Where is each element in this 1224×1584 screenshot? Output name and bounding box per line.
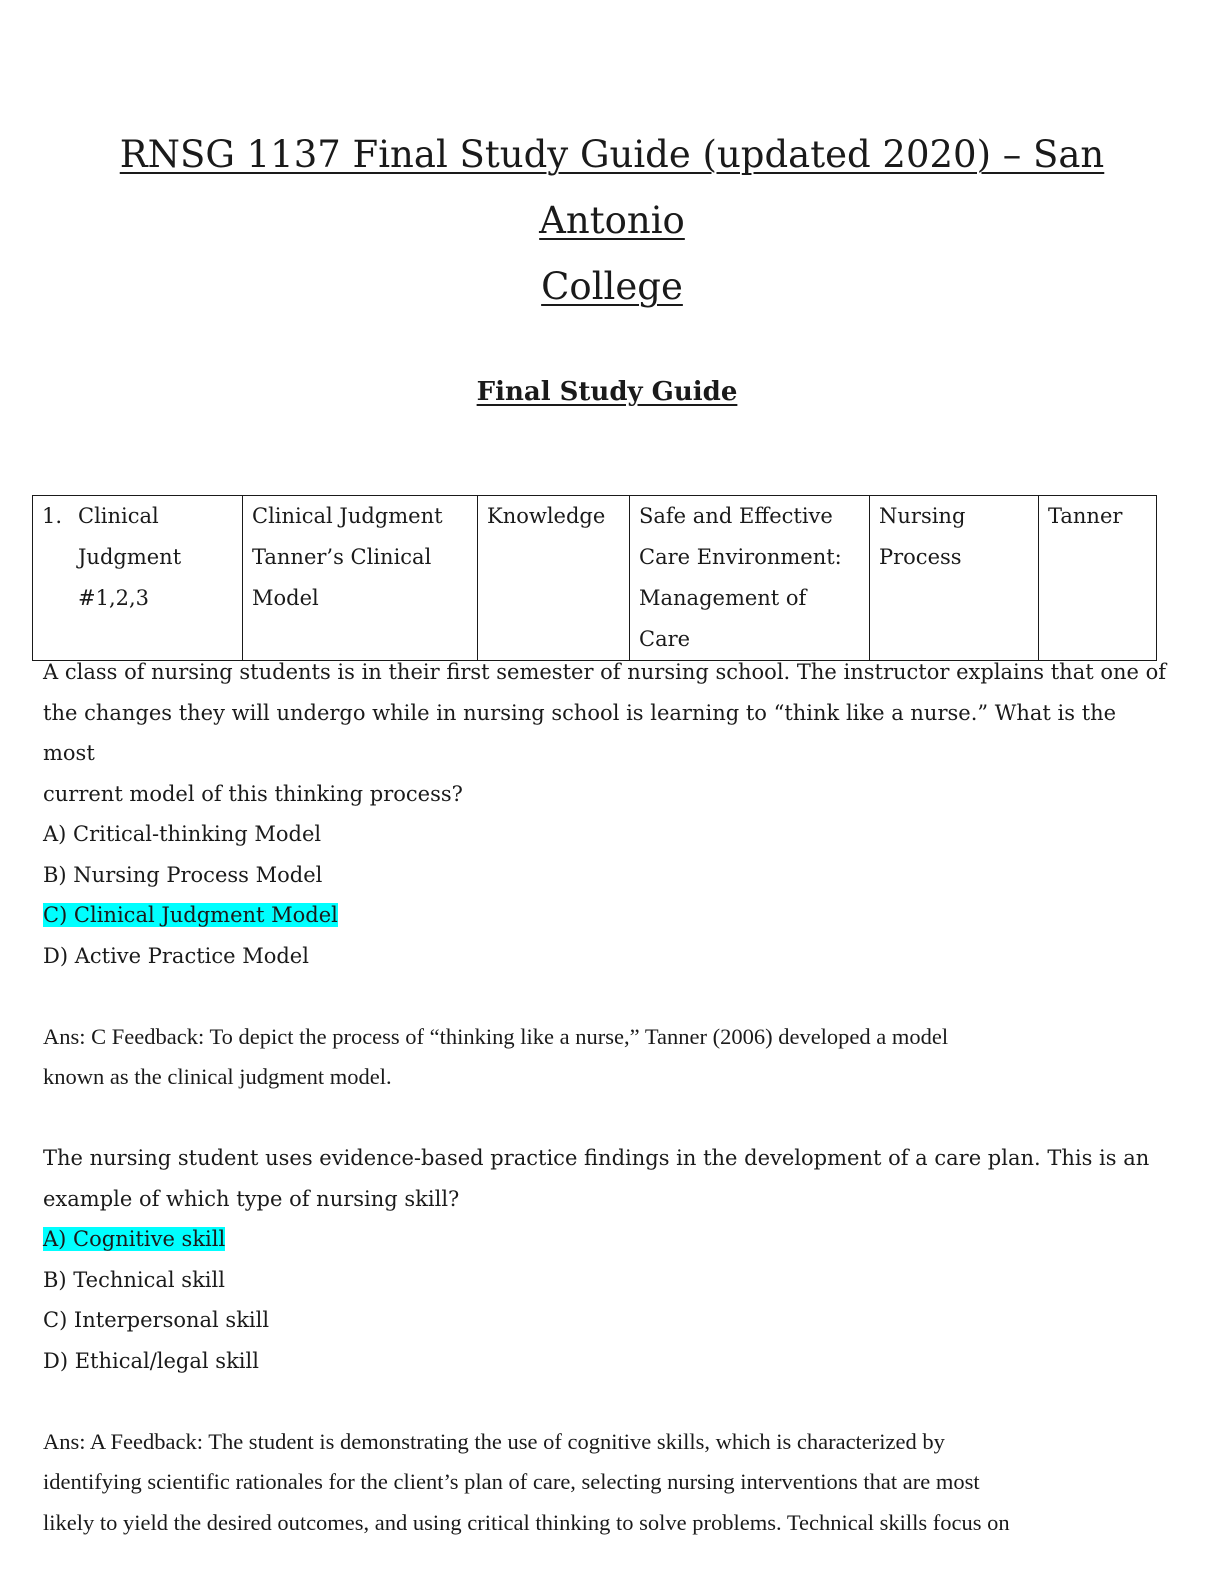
level-text: Knowledge [487, 504, 606, 528]
section-heading: Final Study Guide [476, 377, 738, 407]
client-need-cell [630, 496, 870, 661]
concept-line: Model [252, 586, 319, 610]
integrated-process-line: Nursing [879, 504, 966, 528]
integrated-process-line: Process [879, 545, 962, 569]
highlighted-option-text: C) Clinical Judgment Model [43, 903, 338, 927]
reference-cell [1039, 496, 1157, 661]
option-text: A) Critical-thinking Model [43, 822, 322, 846]
answer-feedback-line: Ans: A Feedback: The student is demonstrating the use of cognitive skills, which is characterized by [43, 1428, 945, 1454]
questions-body [43, 652, 1167, 1543]
topic-line: #1,2,3 [78, 586, 150, 610]
question-stem-line: The nursing student uses evidence-based practice findings in the development of a care plan. This is an [43, 1146, 1150, 1170]
reference-text: Tanner [1048, 504, 1123, 528]
highlighted-option-text: A) Cognitive skill [43, 1227, 226, 1251]
answer-feedback-line: identifying scientific rationales for the client’s plan of care, selecting nursing interventions that are most [43, 1469, 980, 1494]
answer-option-correct [43, 895, 1167, 936]
option-text: D) Active Practice Model [43, 943, 309, 968]
option-text: B) Technical skill [43, 1267, 225, 1292]
question-stem-line: current model of this thinking process? [43, 781, 463, 806]
answer-feedback-line: likely to yield the desired outcomes, and using critical thinking to solve problems. Technical skills focus on [43, 1509, 1010, 1535]
question-2 [43, 1138, 1167, 1543]
answer-feedback-line: known as the clinical judgment model. [43, 1064, 392, 1089]
option-text: C) Interpersonal skill [43, 1308, 270, 1332]
topic-line: Judgment [78, 545, 182, 569]
option-text: B) Nursing Process Model [43, 862, 323, 887]
topic-line: Clinical [78, 504, 159, 528]
concept-cell [243, 496, 478, 661]
table-row [33, 496, 1157, 661]
level-cell [478, 496, 630, 661]
question-stem-line: A class of nursing students is in their first semester of nursing school. The instructor explains that one of [43, 660, 1167, 684]
concept-line: Tanner’s Clinical [252, 545, 432, 569]
answer-option-correct [43, 1219, 1167, 1260]
question-metadata-table [32, 495, 1157, 661]
item-number: 1. [42, 504, 63, 528]
answer-option [43, 936, 1167, 977]
client-need-line: Safe and Effective [639, 504, 833, 528]
title-line-1: RNSG 1137 Final Study Guide (updated 2020) – San Antonio [119, 133, 1105, 242]
question-stem-line: example of which type of nursing skill? [43, 1186, 460, 1211]
client-need-line: Care Environment: [639, 545, 842, 569]
document-title [60, 122, 1164, 320]
integrated-process-cell [870, 496, 1039, 661]
answer-option [43, 1300, 1167, 1341]
client-need-line: Management of Care [639, 586, 807, 651]
question-stem-line: the changes they will undergo while in nursing school is learning to “think like a nurse.” What is the most [43, 700, 1117, 765]
title-line-2: College [541, 265, 683, 308]
answer-option [43, 855, 1167, 896]
topic-cell [33, 496, 243, 661]
option-text: D) Ethical/legal skill [43, 1348, 259, 1373]
question-1 [43, 652, 1167, 1098]
answer-option [43, 1260, 1167, 1301]
concept-line: Clinical Judgment [252, 504, 443, 528]
answer-feedback-line: Ans: C Feedback: To depict the process of “thinking like a nurse,” Tanner (2006) developed a model [43, 1023, 949, 1049]
answer-option [43, 1341, 1167, 1382]
answer-option [43, 814, 1167, 855]
